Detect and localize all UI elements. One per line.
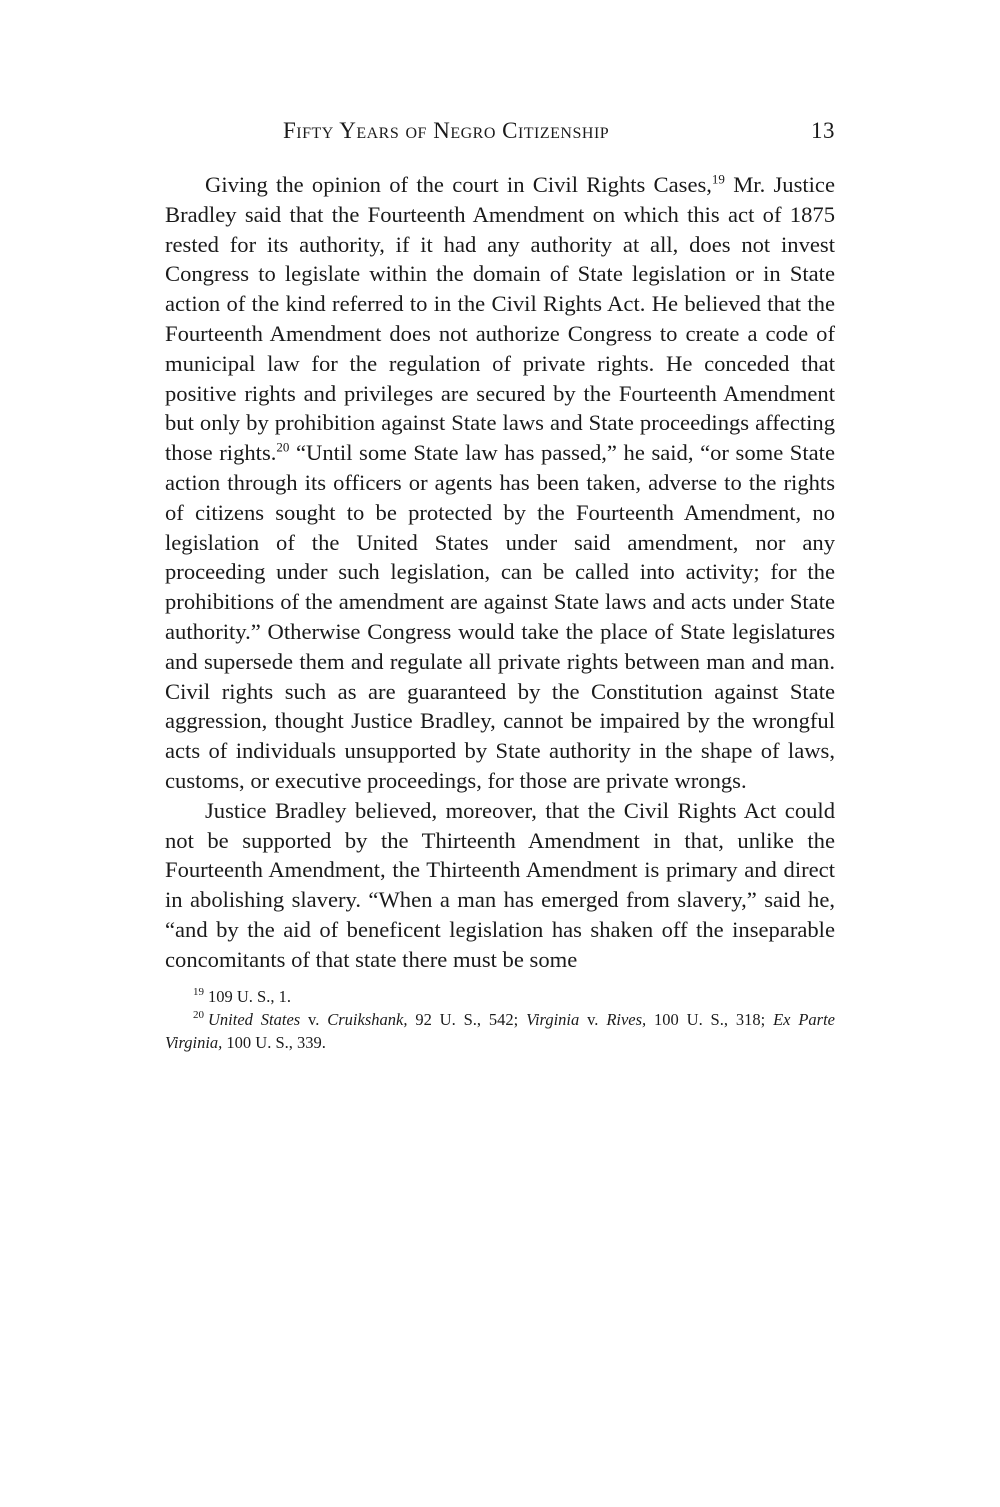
citation-text: 100 U. S., 318; xyxy=(646,1009,774,1029)
citation-text: 92 U. S., 542; xyxy=(407,1009,527,1029)
footnotes xyxy=(165,985,835,1054)
citation-text: v. xyxy=(579,1009,607,1029)
footnote-reference: 19 xyxy=(711,171,725,187)
footnote xyxy=(165,1008,835,1054)
running-title: Fifty Years of Negro Citizenship xyxy=(283,118,610,143)
citation-text: 100 U. S., 339. xyxy=(222,1032,326,1052)
paragraph xyxy=(165,796,835,975)
running-header xyxy=(165,118,835,152)
paragraph xyxy=(165,170,835,796)
book-page xyxy=(165,118,835,1054)
footnote xyxy=(165,985,835,1008)
case-name: Rives, xyxy=(606,1009,647,1029)
footnote-number: 20 xyxy=(193,1009,204,1022)
page-number: 13 xyxy=(811,118,835,143)
case-name: United States xyxy=(208,1009,301,1029)
footnote-number: 19 xyxy=(193,986,204,999)
paragraph-text: Giving the opinion of the court in Civil Rights Cases, xyxy=(205,172,712,197)
case-name: Cruikshank, xyxy=(327,1009,408,1029)
citation-text: v. xyxy=(300,1009,328,1029)
citation-text: 109 U. S., 1. xyxy=(208,986,291,1006)
case-name: Ex Parte Virginia, xyxy=(165,1009,835,1052)
paragraph-text: Justice Bradley believed, moreover, that the Civil Rights Act could not be supported by the Thirteenth Amendment in that, unlike the Fourteenth Amendment, the Thirteenth Amendment is primary and direct in abolishing slavery. “When a man has emerged from slavery,” said he, “and by the aid of beneficent legislation has shaken off the inseparable concomitants of that state there must be some xyxy=(165,797,835,972)
case-name: Virginia xyxy=(526,1009,580,1029)
footnote-reference: 20 xyxy=(276,439,290,455)
body-text xyxy=(165,170,835,975)
paragraph-text: Mr. Justice Bradley said that the Fourteenth Amendment on which this act of 1875 rested for its authority, if it had any authority at all, does not invest Congress to legislate within the domain of State legislation or in State action of the kind referred to in the Civil Rights Act. He believed that the Fourteenth Amendment does not authorize Congress to create a code of municipal law for the regulation of private rights. He conceded that positive rights and privileges are secured by the Fourteenth Amendment but only by prohibition against State laws and State proceedings affecting those rights. xyxy=(165,172,835,466)
paragraph-text: “Until some State law has passed,” he said, “or some State action through its officers or agents has been taken, adverse to the rights of citizens sought to be protected by the Fourteenth Amendment, no legislation of the United States under said amendment, nor any proceeding under such legislation, can be called into activity; for the prohibitions of the amendment are against State laws and acts under State authority.” Otherwise Congress would take the place of State legislatures and supersede them and regulate all private rights between man and man. Civil rights such as are guaranteed by the Constitution against State aggression, thought Justice Bradley, cannot be impaired by the wrongful acts of individuals unsupported by State authority in the shape of laws, customs, or executive proceedings, for those are private wrongs. xyxy=(165,440,835,793)
